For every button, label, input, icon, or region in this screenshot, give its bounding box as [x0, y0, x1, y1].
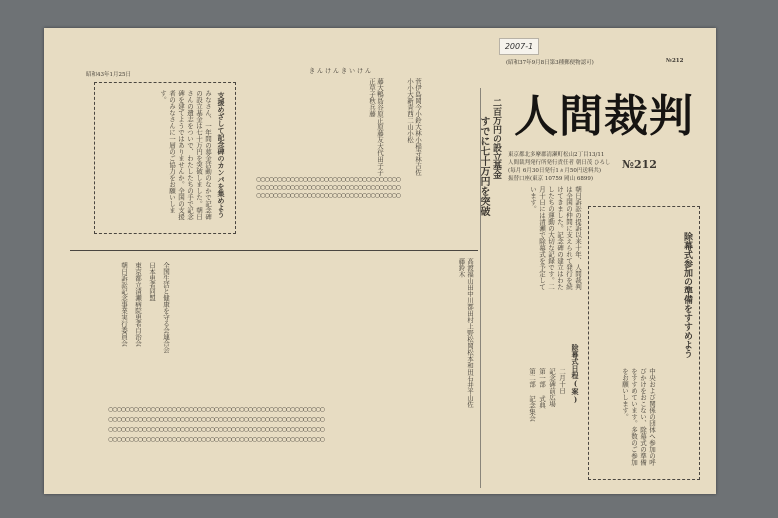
donor-names-row1: 菅伊島岡今小鈴大林小稲寺林吉佐小小大新青西二山小松	[406, 78, 422, 176]
issue-number: №212	[622, 158, 657, 171]
address-line-3: (毎月 6月30日発行1ヵ月50円送料共)	[508, 168, 602, 174]
masthead-title: 人間裁判	[514, 91, 694, 142]
ceremony-body: 中央および関係の団体へ参加の呼びかけをおこない、除幕式の準備をすすめています。多数のご参加をお願いします。	[621, 368, 656, 466]
appeal-body: みなさん、一年間の募金活動のなかで記念碑の設立基金は七十万円を突破しました。朝日さんの遺志をついで、わたしたちの手で記念碑を建てようではありませんか。全国の支援者のみなさんに一層のご協力をお願いします。	[159, 90, 212, 220]
amount-dots-2: ○○○○○○○○○○○○○○○○○○○○○○○○○○○○○○○○○○	[256, 184, 401, 191]
amount-dots-4: ○○○○○○○○○○○○○○○○○○○○○○○○○○○○○○○○○○○○○○○○○○○○○○○○○○○	[108, 406, 325, 413]
schedule-date: 二月十日	[558, 368, 566, 394]
schedule-title: 除幕式日程(案)	[571, 344, 580, 404]
newspaper-page	[44, 28, 716, 494]
ceremony-heading: 除幕式参加の準備をすすめよう	[682, 232, 692, 358]
note-col-3: 東京都立清瀬病院患者自治会	[134, 262, 142, 347]
schedule-place: 記念碑前広場	[548, 368, 556, 407]
column-divider	[480, 88, 481, 488]
address-line-1: 東京都北多摩郡清瀬町松山2丁目13/11	[508, 152, 605, 158]
note-col-1: 全国生活と健康を守る会連合会	[162, 262, 170, 353]
issue-date: 昭和43年1月25日	[86, 72, 131, 78]
donor-names-row4: 藤大鴨島谷原正原藤友大代田子子正草子秋兵藤	[368, 78, 384, 176]
section-divider	[70, 250, 478, 251]
issue-number-top: №212	[666, 58, 684, 64]
appeal-title: 支援めざして記念碑のカンパを集めよう	[217, 92, 226, 218]
handwritten-tag: 2007-1	[499, 38, 539, 55]
registration-text: (昭和37年9月8日第3種郵便物認可)	[506, 60, 594, 66]
headline-2: すでに七十万円を突破	[478, 116, 489, 216]
address-line-4: 振替口座(東京 10759 岡山 6899)	[508, 176, 594, 182]
amount-dots-7: ○○○○○○○○○○○○○○○○○○○○○○○○○○○○○○○○○○○○○○○○○○○○○○○○○○○	[108, 436, 325, 443]
headline-1: 二百万円の設立基金	[491, 98, 501, 179]
amount-dots-3: ○○○○○○○○○○○○○○○○○○○○○○○○○○○○○○○○○○	[256, 192, 401, 199]
bottom-names: 高渡福山田中川都田村上野松岡松本和田石井平山佐藤鈴木	[457, 258, 474, 408]
note-col-2: 日本患者同盟	[148, 262, 156, 301]
schedule-item-1: 第一部 式典	[538, 368, 546, 409]
right-body-text: 朝日訴訟の提訴以来十年、人間裁判は全国の仲間に支えられて発行を続けてきました。記念碑の建立はわたしたちの運動の大切な記録です。二月十日には清瀬で除幕式を予定しています。	[529, 186, 582, 290]
address-line-2: 人間裁判発行所発行責任者 朝日茂 ひろし	[508, 160, 611, 166]
amount-dots-5: ○○○○○○○○○○○○○○○○○○○○○○○○○○○○○○○○○○○○○○○○○○○○○○○○○○○	[108, 416, 325, 423]
schedule-item-2: 第二部 記念集会	[528, 368, 536, 422]
kana-header: きんけんきいけん	[309, 68, 374, 75]
amount-dots-6: ○○○○○○○○○○○○○○○○○○○○○○○○○○○○○○○○○○○○○○○○○○○○○○○○○○○	[108, 426, 325, 433]
note-col-4: 朝日訴訟記念事業実行委員会	[120, 262, 128, 347]
amount-dots-1: ○○○○○○○○○○○○○○○○○○○○○○○○○○○○○○○○○○	[256, 176, 401, 183]
